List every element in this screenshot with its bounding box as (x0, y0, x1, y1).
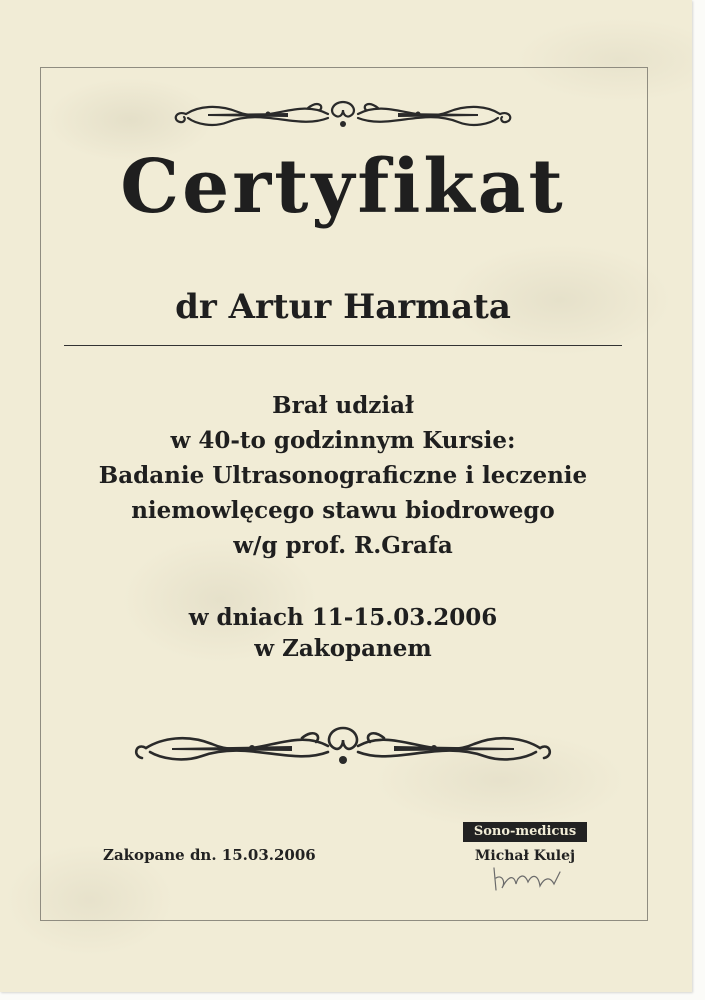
handwritten-signature (488, 864, 568, 894)
issuer-brand-label: Sono-medicus (463, 822, 587, 842)
body-line: niemowlęcego stawu biodrowego (131, 497, 555, 524)
issue-place-date: Zakopane dn. 15.03.2006 (103, 846, 316, 864)
body-line: Brał udział (272, 392, 414, 419)
body-line: w 40-to godzinnym Kursie: (170, 427, 516, 454)
issuer-name: Michał Kulej (474, 848, 576, 864)
date-line: w dniach 11-15.03.2006 (188, 604, 498, 631)
top-flourish-icon (168, 94, 518, 134)
body-line: Badanie Ultrasonograficzne i leczenie (98, 462, 588, 489)
recipient-name: dr Artur Harmata (175, 287, 511, 327)
body-line: w/g prof. R.Grafa (233, 532, 453, 559)
date-line: w Zakopanem (254, 635, 432, 662)
course-dates (40, 602, 646, 664)
bottom-flourish-icon (132, 722, 554, 770)
certificate-title: Certyfikat (120, 144, 566, 230)
divider-line (64, 345, 622, 346)
certificate-body (40, 388, 646, 563)
